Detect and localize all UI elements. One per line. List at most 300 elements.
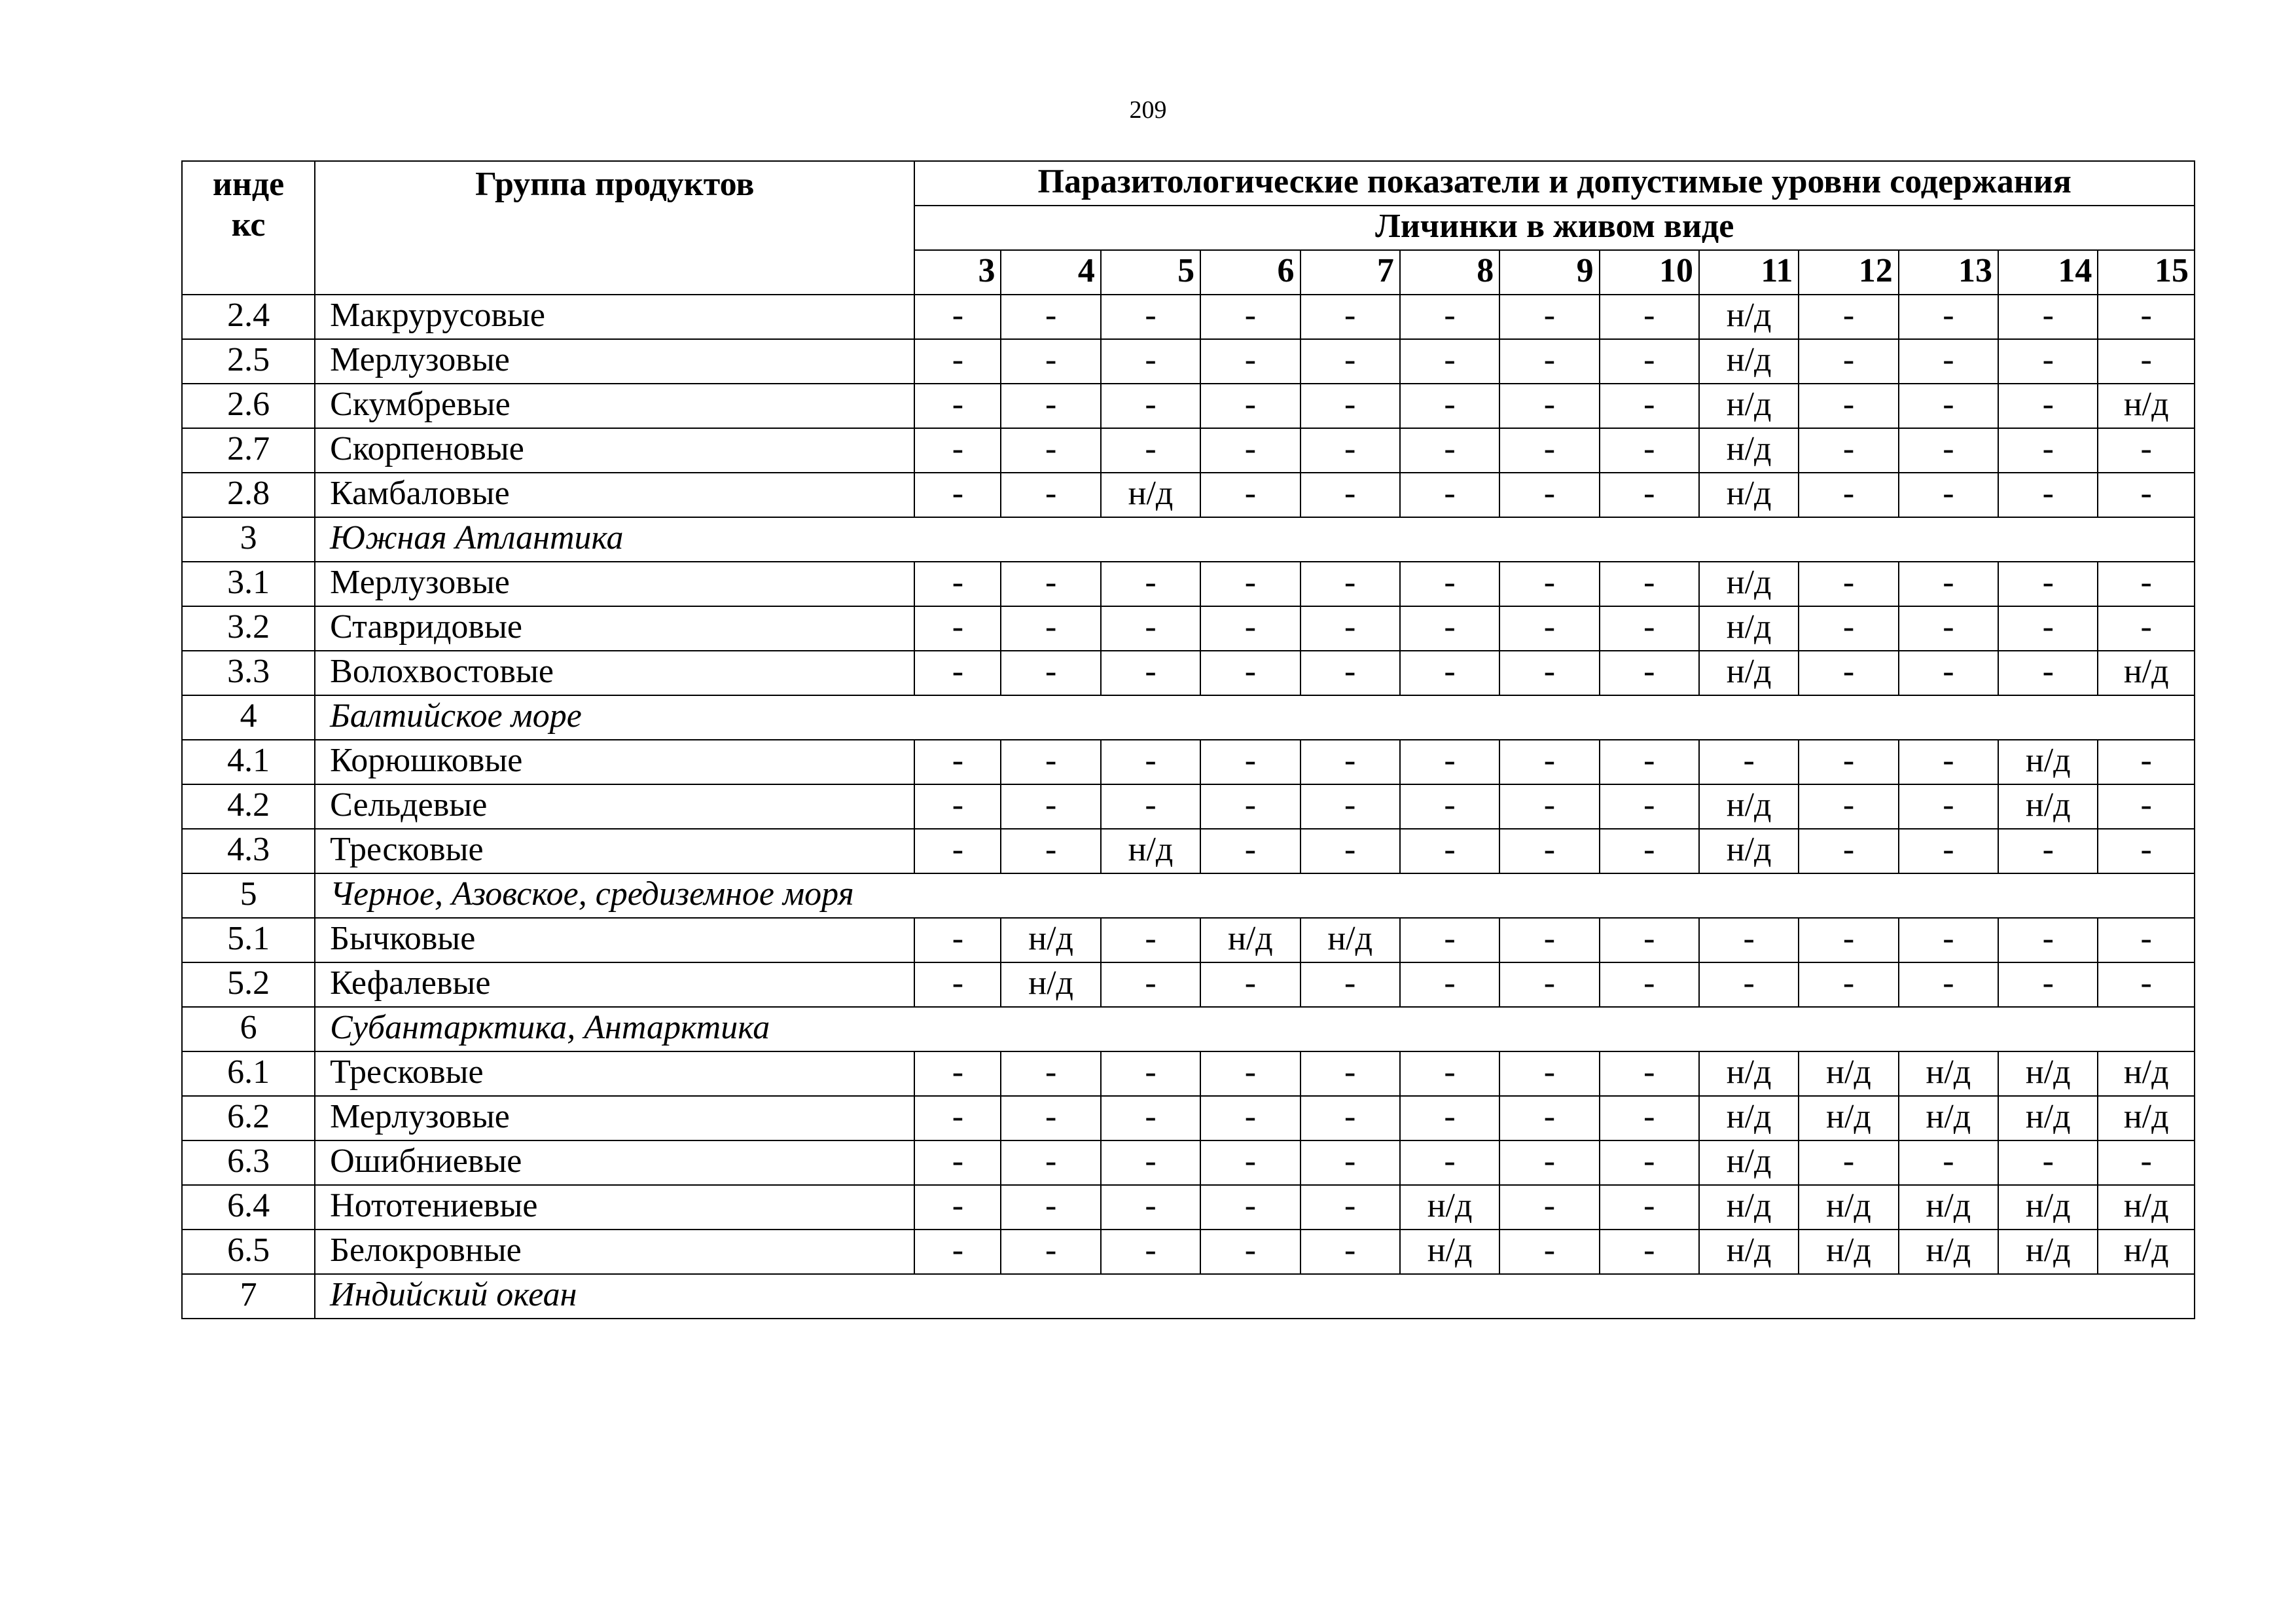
row-index: 2.8 [182, 473, 315, 517]
table-row [182, 428, 2195, 473]
table-row [182, 829, 2195, 873]
value-cell: - [1300, 962, 1400, 1007]
value-cell: - [1499, 295, 1599, 339]
value-cell: - [914, 918, 1001, 962]
value-cell: - [1799, 295, 1898, 339]
row-index: 6.4 [182, 1185, 315, 1230]
value-cell: - [1499, 740, 1599, 784]
value-cell: - [1499, 1096, 1599, 1140]
product-group-name: Скорпеновые [315, 428, 914, 473]
value-cell: - [1200, 1185, 1300, 1230]
value-cell: - [1899, 339, 1998, 384]
value-cell: н/д [1699, 295, 1799, 339]
value-cell: - [1799, 651, 1898, 695]
value-cell: - [1899, 651, 1998, 695]
value-cell: - [1300, 1230, 1400, 1274]
value-cell: н/д [1998, 1051, 2098, 1096]
value-cell: - [1600, 1096, 1699, 1140]
page-number: 209 [1129, 96, 1167, 124]
value-cell: - [1300, 1185, 1400, 1230]
value-cell: - [1400, 473, 1499, 517]
value-cell: н/д [1899, 1230, 1998, 1274]
value-cell: - [1699, 962, 1799, 1007]
row-index: 2.6 [182, 384, 315, 428]
product-group-name: Тресковые [315, 829, 914, 873]
column-number-header: 15 [2098, 250, 2195, 295]
value-cell: - [914, 428, 1001, 473]
value-cell: - [1899, 1140, 1998, 1185]
value-cell: - [1499, 1185, 1599, 1230]
value-cell: - [1001, 829, 1100, 873]
column-number-header: 8 [1400, 250, 1499, 295]
value-cell: - [1200, 651, 1300, 695]
value-cell: - [1001, 1140, 1100, 1185]
value-cell: - [1799, 339, 1898, 384]
table-row [182, 651, 2195, 695]
value-cell: - [1101, 1051, 1200, 1096]
row-index: 6.5 [182, 1230, 315, 1274]
value-cell: - [914, 1051, 1001, 1096]
product-group-name: Макрурусовые [315, 295, 914, 339]
value-cell: - [2098, 562, 2195, 606]
value-cell: н/д [1899, 1051, 1998, 1096]
value-cell: - [1998, 384, 2098, 428]
value-cell: - [1998, 606, 2098, 651]
value-cell: н/д [1699, 1140, 1799, 1185]
value-cell: н/д [1300, 918, 1400, 962]
value-cell: - [1499, 339, 1599, 384]
value-cell: н/д [1899, 1185, 1998, 1230]
value-cell: - [1998, 1140, 2098, 1185]
table-row [182, 1230, 2195, 1274]
value-cell: н/д [2098, 1230, 2195, 1274]
column-number-header: 7 [1300, 250, 1400, 295]
value-cell: н/д [1998, 1230, 2098, 1274]
value-cell: н/д [1699, 829, 1799, 873]
value-cell: - [1400, 295, 1499, 339]
value-cell: - [1400, 784, 1499, 829]
value-cell: - [1499, 1051, 1599, 1096]
row-index: 6.3 [182, 1140, 315, 1185]
column-number-header: 13 [1899, 250, 1998, 295]
value-cell: - [1400, 829, 1499, 873]
value-cell: - [914, 784, 1001, 829]
value-cell: - [1600, 651, 1699, 695]
product-group-name: Скумбревые [315, 384, 914, 428]
header-row-1 [182, 161, 2195, 206]
value-cell: - [1998, 473, 2098, 517]
value-cell: - [1799, 384, 1898, 428]
value-cell: - [1200, 1230, 1300, 1274]
value-cell: - [1101, 562, 1200, 606]
product-group-name: Сельдевые [315, 784, 914, 829]
product-group-name: Корюшковые [315, 740, 914, 784]
value-cell: - [1300, 1140, 1400, 1185]
value-cell: - [1499, 1230, 1599, 1274]
value-cell: н/д [1699, 784, 1799, 829]
value-cell: - [1001, 562, 1100, 606]
value-cell: - [2098, 428, 2195, 473]
value-cell: - [914, 651, 1001, 695]
value-cell: - [1799, 829, 1898, 873]
value-cell: - [1300, 339, 1400, 384]
value-cell: н/д [1699, 428, 1799, 473]
value-cell: - [1300, 473, 1400, 517]
value-cell: - [914, 339, 1001, 384]
row-index: 4.2 [182, 784, 315, 829]
value-cell: - [1200, 1140, 1300, 1185]
value-cell: - [1600, 295, 1699, 339]
product-group-name: Белокровные [315, 1230, 914, 1274]
value-cell: - [1001, 1096, 1100, 1140]
value-cell: - [1699, 740, 1799, 784]
value-cell: - [914, 740, 1001, 784]
value-cell: - [1001, 473, 1100, 517]
value-cell: н/д [1001, 918, 1100, 962]
value-cell: - [1001, 295, 1100, 339]
value-cell: - [1101, 1096, 1200, 1140]
value-cell: - [1799, 562, 1898, 606]
value-cell: - [1600, 473, 1699, 517]
row-index: 4.3 [182, 829, 315, 873]
region-row [182, 1274, 2195, 1319]
table-row [182, 740, 2195, 784]
value-cell: - [1998, 428, 2098, 473]
value-cell: - [1899, 295, 1998, 339]
table-row [182, 473, 2195, 517]
value-cell: - [1300, 740, 1400, 784]
value-cell: - [2098, 829, 2195, 873]
value-cell: - [1400, 740, 1499, 784]
value-cell: - [1300, 1051, 1400, 1096]
value-cell: - [1998, 962, 2098, 1007]
value-cell: н/д [1799, 1051, 1898, 1096]
value-cell: н/д [1101, 473, 1200, 517]
value-cell: - [1600, 784, 1699, 829]
row-index: 5.1 [182, 918, 315, 962]
value-cell: - [1300, 384, 1400, 428]
table-row [182, 384, 2195, 428]
value-cell: н/д [2098, 1096, 2195, 1140]
region-name: Балтийское море [315, 695, 2195, 740]
value-cell: н/д [2098, 1051, 2195, 1096]
value-cell: - [1899, 384, 1998, 428]
value-cell: - [1799, 1140, 1898, 1185]
value-cell: - [1300, 428, 1400, 473]
value-cell: - [1400, 1140, 1499, 1185]
product-group-name: Ошибниевые [315, 1140, 914, 1185]
value-cell: - [1001, 1051, 1100, 1096]
value-cell: - [1200, 384, 1300, 428]
product-group-name: Мерлузовые [315, 1096, 914, 1140]
value-cell: - [1300, 784, 1400, 829]
value-cell: - [1200, 1096, 1300, 1140]
region-row [182, 1007, 2195, 1051]
value-cell: - [914, 962, 1001, 1007]
value-cell: - [1600, 962, 1699, 1007]
value-cell: н/д [1799, 1185, 1898, 1230]
value-cell: - [1200, 295, 1300, 339]
region-name: Индийский океан [315, 1274, 2195, 1319]
value-cell: - [1001, 606, 1100, 651]
value-cell: н/д [2098, 651, 2195, 695]
row-index: 2.4 [182, 295, 315, 339]
index-header-line-1: инде [212, 166, 285, 203]
value-cell: - [1600, 606, 1699, 651]
table-row [182, 1051, 2195, 1096]
value-cell: - [914, 606, 1001, 651]
product-group-name: Нототениевые [315, 1185, 914, 1230]
product-group-name: Тресковые [315, 1051, 914, 1096]
value-cell: - [1001, 784, 1100, 829]
value-cell: - [1600, 562, 1699, 606]
value-cell: - [2098, 339, 2195, 384]
value-cell: - [1799, 784, 1898, 829]
value-cell: - [1998, 562, 2098, 606]
value-cell: - [2098, 784, 2195, 829]
value-cell: - [1499, 428, 1599, 473]
value-cell: н/д [1699, 1185, 1799, 1230]
value-cell: н/д [1998, 740, 2098, 784]
table-row [182, 562, 2195, 606]
value-cell: н/д [1699, 473, 1799, 517]
value-cell: - [1499, 384, 1599, 428]
value-cell: - [1001, 339, 1100, 384]
row-index: 5.2 [182, 962, 315, 1007]
value-cell: - [1400, 1051, 1499, 1096]
value-cell: - [1300, 651, 1400, 695]
row-index: 3.3 [182, 651, 315, 695]
column-number-header: 10 [1600, 250, 1699, 295]
value-cell: - [1499, 651, 1599, 695]
value-cell: - [1300, 562, 1400, 606]
value-cell: н/д [1699, 562, 1799, 606]
value-cell: - [1600, 1185, 1699, 1230]
row-index: 5 [182, 873, 315, 918]
value-cell: - [1200, 740, 1300, 784]
value-cell: н/д [1998, 784, 2098, 829]
row-index: 2.7 [182, 428, 315, 473]
region-name: Южная Атлантика [315, 517, 2195, 562]
value-cell: - [1799, 428, 1898, 473]
value-cell: н/д [1998, 1185, 2098, 1230]
value-cell: - [1899, 473, 1998, 517]
value-cell: - [2098, 1140, 2195, 1185]
value-cell: н/д [1899, 1096, 1998, 1140]
value-cell: - [1001, 1185, 1100, 1230]
value-cell: - [1200, 829, 1300, 873]
value-cell: - [1400, 651, 1499, 695]
value-cell: - [1899, 562, 1998, 606]
table-row [182, 339, 2195, 384]
value-cell: - [1200, 784, 1300, 829]
larvae-subheader: Личинки в живом виде [914, 206, 2195, 250]
value-cell: - [1001, 1230, 1100, 1274]
value-cell: н/д [1799, 1230, 1898, 1274]
value-cell: - [1101, 606, 1200, 651]
table-row [182, 1140, 2195, 1185]
value-cell: - [1799, 740, 1898, 784]
value-cell: - [914, 1230, 1001, 1274]
value-cell: - [1101, 918, 1200, 962]
value-cell: - [914, 473, 1001, 517]
value-cell: - [2098, 473, 2195, 517]
value-cell: н/д [1200, 918, 1300, 962]
value-cell: - [1499, 962, 1599, 1007]
value-cell: - [1101, 1140, 1200, 1185]
row-index: 7 [182, 1274, 315, 1319]
value-cell: - [2098, 740, 2195, 784]
value-cell: н/д [1699, 384, 1799, 428]
value-cell: - [1600, 918, 1699, 962]
value-cell: - [1600, 384, 1699, 428]
table-row [182, 295, 2195, 339]
value-cell: - [1600, 740, 1699, 784]
value-cell: - [1300, 829, 1400, 873]
value-cell: - [1400, 384, 1499, 428]
value-cell: - [1400, 606, 1499, 651]
value-cell: н/д [1799, 1096, 1898, 1140]
value-cell: - [1200, 428, 1300, 473]
value-cell: - [1799, 918, 1898, 962]
value-cell: - [1200, 606, 1300, 651]
region-row [182, 695, 2195, 740]
value-cell: - [1101, 651, 1200, 695]
value-cell: - [1300, 606, 1400, 651]
product-group-name: Бычковые [315, 918, 914, 962]
value-cell: н/д [1699, 1230, 1799, 1274]
table-row [182, 784, 2195, 829]
value-cell: - [1400, 339, 1499, 384]
value-cell: н/д [2098, 384, 2195, 428]
value-cell: - [1001, 428, 1100, 473]
value-cell: - [1101, 962, 1200, 1007]
value-cell: - [1101, 428, 1200, 473]
value-cell: - [1899, 829, 1998, 873]
value-cell: - [2098, 918, 2195, 962]
column-number-header: 11 [1699, 250, 1799, 295]
row-index: 4 [182, 695, 315, 740]
parasitology-table [181, 160, 2195, 1319]
value-cell: - [1400, 918, 1499, 962]
value-cell: н/д [1699, 651, 1799, 695]
row-index: 3.2 [182, 606, 315, 651]
value-cell: - [1600, 428, 1699, 473]
column-number-header: 12 [1799, 250, 1898, 295]
region-row [182, 873, 2195, 918]
value-cell: - [1499, 918, 1599, 962]
value-cell: - [1400, 428, 1499, 473]
value-cell: - [1998, 295, 2098, 339]
table-row [182, 1185, 2195, 1230]
column-number-header: 5 [1101, 250, 1200, 295]
value-cell: - [914, 1140, 1001, 1185]
value-cell: н/д [1998, 1096, 2098, 1140]
value-cell: - [1200, 562, 1300, 606]
value-cell: - [1899, 740, 1998, 784]
value-cell: - [1699, 918, 1799, 962]
row-index: 6 [182, 1007, 315, 1051]
indicators-header: Паразитологические показатели и допустимые уровни содержания [914, 161, 2195, 206]
value-cell: - [1101, 740, 1200, 784]
region-name: Черное, Азовское, средиземное моря [315, 873, 2195, 918]
value-cell: - [1101, 339, 1200, 384]
product-group-name: Ставридовые [315, 606, 914, 651]
value-cell: - [1499, 562, 1599, 606]
value-cell: - [1001, 384, 1100, 428]
value-cell: - [914, 562, 1001, 606]
value-cell: н/д [1001, 962, 1100, 1007]
value-cell: н/д [1699, 339, 1799, 384]
value-cell: - [1101, 1230, 1200, 1274]
value-cell: - [1200, 473, 1300, 517]
value-cell: - [1998, 651, 2098, 695]
row-index: 2.5 [182, 339, 315, 384]
value-cell: - [1400, 1096, 1499, 1140]
value-cell: - [1300, 295, 1400, 339]
value-cell: - [1001, 740, 1100, 784]
value-cell: - [1200, 1051, 1300, 1096]
value-cell: - [914, 384, 1001, 428]
row-index: 4.1 [182, 740, 315, 784]
value-cell: - [2098, 606, 2195, 651]
value-cell: н/д [1699, 1051, 1799, 1096]
product-group-name: Камбаловые [315, 473, 914, 517]
value-cell: - [1998, 339, 2098, 384]
value-cell: - [1400, 562, 1499, 606]
value-cell: - [1101, 295, 1200, 339]
value-cell: - [914, 1096, 1001, 1140]
value-cell: - [1899, 962, 1998, 1007]
value-cell: - [1600, 1230, 1699, 1274]
value-cell: - [1200, 339, 1300, 384]
value-cell: - [2098, 962, 2195, 1007]
value-cell: - [1400, 962, 1499, 1007]
value-cell: - [1300, 1096, 1400, 1140]
value-cell: - [1600, 829, 1699, 873]
row-index: 6.1 [182, 1051, 315, 1096]
index-header-line-2: кс [231, 206, 266, 244]
value-cell: н/д [1400, 1185, 1499, 1230]
value-cell: - [1101, 784, 1200, 829]
value-cell: - [914, 829, 1001, 873]
row-index: 6.2 [182, 1096, 315, 1140]
table-row [182, 606, 2195, 651]
value-cell: н/д [1400, 1230, 1499, 1274]
value-cell: - [1600, 1140, 1699, 1185]
value-cell: н/д [1101, 829, 1200, 873]
value-cell: н/д [1699, 1096, 1799, 1140]
column-number-header: 14 [1998, 250, 2098, 295]
value-cell: н/д [1699, 606, 1799, 651]
value-cell: - [1101, 1185, 1200, 1230]
table-row [182, 1096, 2195, 1140]
value-cell: - [2098, 295, 2195, 339]
product-group-name: Кефалевые [315, 962, 914, 1007]
value-cell: - [1001, 651, 1100, 695]
product-group-name: Мерлузовые [315, 339, 914, 384]
table-row [182, 962, 2195, 1007]
value-cell: - [1899, 428, 1998, 473]
value-cell: н/д [2098, 1185, 2195, 1230]
value-cell: - [1499, 784, 1599, 829]
value-cell: - [1499, 1140, 1599, 1185]
group-header: Группа продуктов [315, 161, 914, 295]
value-cell: - [1499, 829, 1599, 873]
value-cell: - [1799, 962, 1898, 1007]
row-index: 3 [182, 517, 315, 562]
value-cell: - [1799, 606, 1898, 651]
